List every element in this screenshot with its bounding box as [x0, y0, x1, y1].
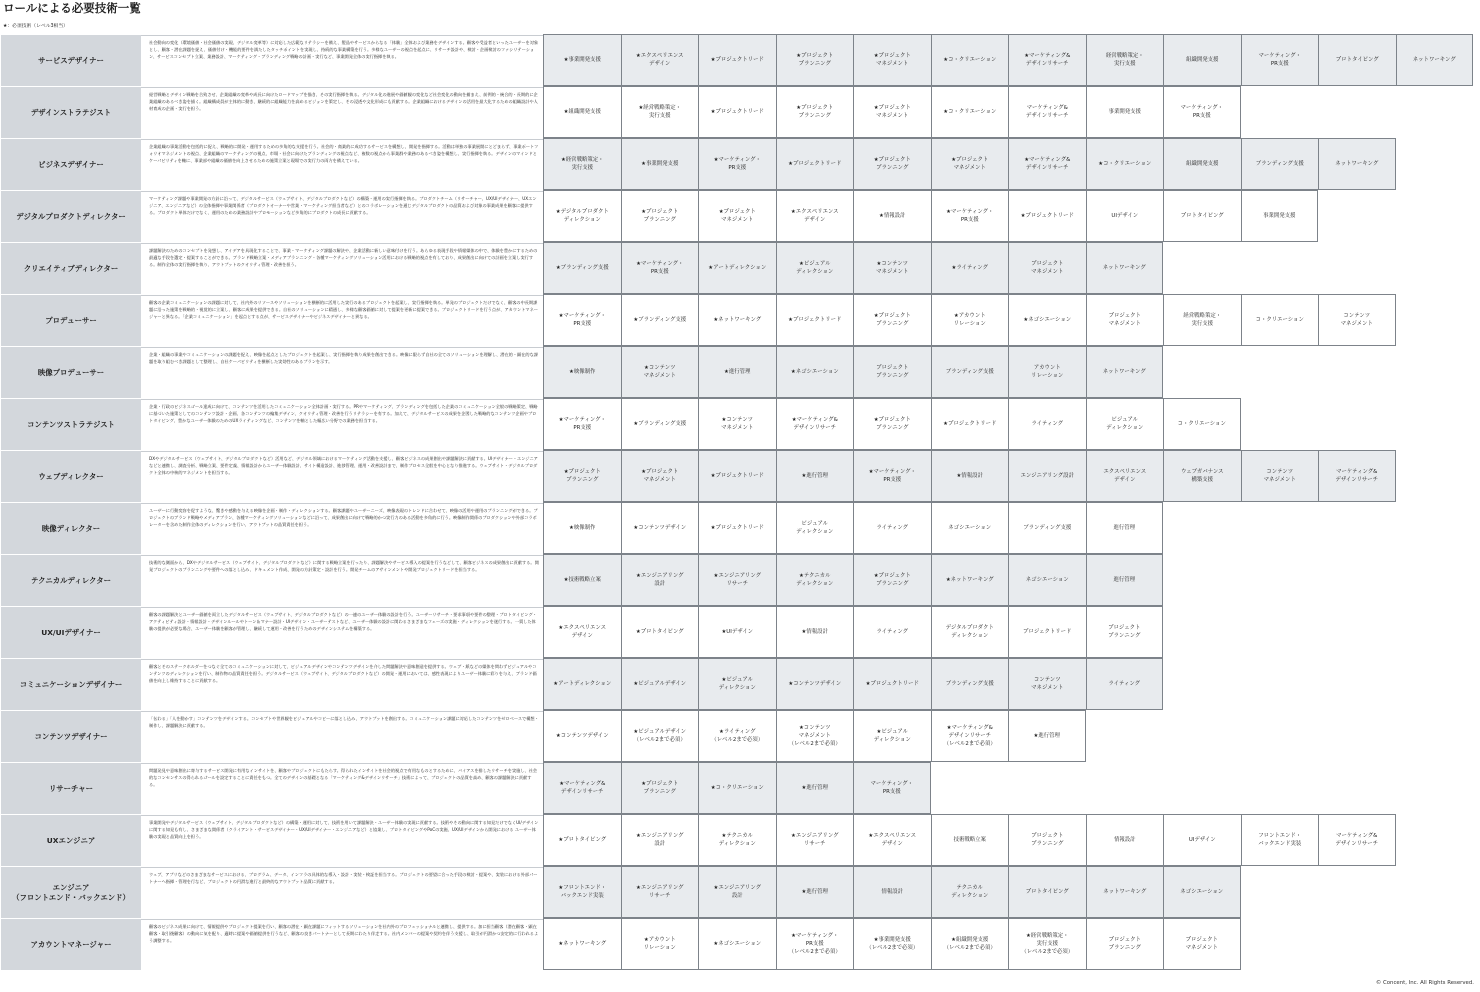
role-row [1, 814, 1480, 866]
required-skill-cell: ★映像制作 [543, 502, 621, 554]
role-description: 企業・組織の事業やコミュニケーションの課題を捉え、映像を起点としたプロジェクトを起案し、実行指揮を執り成果を創出できる。映像に限らず自社の全てのソリューションを理解し、潜在的・顕在的な課題を取り組むべき課題として整理し、自社ケーパビリティを横断した実効性のあるプランを示す。 [141, 347, 543, 398]
role-description: ユーザーに行動変容を促すような、驚きや感動を与える映像を企画・制作・ディレクションする。顧客課題やユーザーニーズ、映像表現のトレンドに合わせて、映像の活用や運用のプランニングができる。プロジェクトのブランド戦略やメディアプラン、各種マーケティングソリューションなどに沿って、成果創出に向けて戦略的かつ実行力のある活動を多角的に行う。映像制作関係のプロダクションや外部コラボレーターを含めた制作全体のディレクションを行い、アウトプットの品質責任を担う。 [141, 503, 543, 554]
skill-cell: ライティング [853, 606, 931, 658]
skill-cell: 事業開発支援 [1241, 190, 1319, 242]
required-skill-cell: ★アカウント リレーション [621, 918, 699, 970]
required-skill-cell: ★マーケティング& デザインリサーチ （レベル2まで必須） [931, 710, 1009, 762]
skill-cell: プロジェクトリード [1008, 606, 1086, 658]
required-skill-cell: ★進行管理 [776, 762, 854, 814]
required-skill-cell: ★エクスペリエンス デザイン [853, 814, 931, 866]
required-skill-cell: ★コ・クリエーション [1086, 138, 1164, 190]
skill-cell: デジタルプロダクト ディレクション [931, 606, 1009, 658]
role-name: コンテンツデザイナー [1, 711, 141, 762]
role-row [1, 450, 1480, 502]
required-skill-cell: ★マーケティング・ PR支援 [621, 242, 699, 294]
role-name: デジタルプロダクトディレクター [1, 191, 141, 242]
required-skill-cell: ★プロトタイピング [543, 814, 621, 866]
required-skill-cell: ★デジタルプロダクト ディレクション [543, 190, 621, 242]
role-row [1, 86, 1480, 138]
required-skill-cell: ★テクニカル ディレクション [698, 814, 776, 866]
role-description: 事業開発やデジタルサービス（ウェブサイト、デジタルプロダクトなど）の構築・運用に対して、技術を用いて課題解決・ユーザー体験の実現に貢献する。技術やその動向に関する知見だけでなくUI/デザインに関する知見も有し、さまざまな関係者（クライアント・サービスデザイナー・UX/UIデザイナー・エンジニアなど）と協業し、プロトタイピングやPoCの実施、UX/UIデザインから開発における ユーザー体験の実現と品質向上を担う。 [141, 815, 543, 866]
required-skill-cell: ★情報設計 [853, 190, 931, 242]
skill-cell: アカウント リレーション [1008, 346, 1086, 398]
required-skill-cell: ★プロジェクト プランニング [621, 190, 699, 242]
skill-cell: プロジェクト マネジメント [1008, 242, 1086, 294]
skill-cell: コンテンツ マネジメント [1241, 450, 1319, 502]
role-description: 顧客とそのステークホルダーをつなぐ全てのコミュニケーションに対して、ビジュアルデザインやコンテンツデザインを介した問題解決や意味創造を提供する。ウェブ・紙などの媒体を問わずビジュアルやコンテンツのディレクションを行い、制作物の品質責任を担う。デジタルサービス（ウェブサイト、デジタルプロダクトなど）の開発・運用においては、感性表現によりユーザー体験に彩りを与え、ブランド価値を向上し維持することに貢献する。 [141, 659, 543, 710]
skill-cell: プロジェクト プランニング [853, 346, 931, 398]
required-skill-cell: ★プロジェクトリード [931, 398, 1009, 450]
skill-cells [543, 658, 1163, 710]
skill-cell: ライティング [853, 502, 931, 554]
skill-cell: テクニカル ディレクション [931, 866, 1009, 918]
required-skill-cell: ★プロジェクトリード [698, 450, 776, 502]
required-skill-cell: ★コンテンツデザイン [621, 502, 699, 554]
role-name: UXエンジニア [1, 815, 141, 866]
skill-cell: プロジェクト プランニング [1086, 918, 1164, 970]
role-name: リサーチャー [1, 763, 141, 814]
role-name: エンジニア （フロントエンド・バックエンド） [1, 867, 141, 918]
role-name: ビジネスデザイナー [1, 139, 141, 190]
skill-cell: フロントエンド・ バックエンド実装 [1241, 814, 1319, 866]
skill-cell: ビジュアル ディレクション [776, 502, 854, 554]
required-skill-cell: ★エクスペリエンス デザイン [543, 606, 621, 658]
skill-cell: プロジェクト マネジメント [1163, 918, 1241, 970]
role-description: 企業組織の事業活動を包括的に捉え、戦略的に開発・運用するための多角的な支援を行う。社会的・商業的に成功するサービスを構想し、開発を指揮する。活動は単独の事業展開にとどまらず、事業ポートフォリオマネジメントの視点、企業組織のマーケティングの視点、市場・社会に向けたブランディングの視点など、複数の視点から事業群や業務のあるべき姿を構想し、実行指揮を執る。デザインのマインドとケーパビリティを軸に、事業部や組織の価値を向上させるための施策立案と現場での実行力の両方を備えている。 [141, 139, 543, 190]
required-skill-cell: ★エクスペリエンス デザイン [621, 34, 699, 86]
role-row [1, 502, 1480, 554]
role-row [1, 658, 1480, 710]
required-skill-cell: ★ブランディング支援 [621, 294, 699, 346]
skill-cell: ネットワーキング [1396, 34, 1474, 86]
skill-cell: マーケティング& デザインリサーチ [1318, 450, 1396, 502]
role-name: 映像プロデューサー [1, 347, 141, 398]
required-skill-cell: ★ビジュアルデザイン [621, 658, 699, 710]
skill-cell: 事業開発支援 [1086, 86, 1164, 138]
role-description: マーケティング課題や事業開発の方針に沿って、デジタルサービス（ウェブサイト、デジタルプロダクトなど）の構築・運用の実行指揮を執る。プロダクトチーム（リサーチャー、UX/UIデザイナー、UXエンジニア、エンジニアなど）の全体指揮や事業関係者（プロダクトオーナーや営業・マーケティング担当者など）とのコラボレーションを通じデジタルプロダクトの品質および対象の事業成果を顧客に提供する。プロダクト単体だけでなく、運用のための業務設計やプロモーションなど多角的にプロダクトの成長に貢献する。 [141, 191, 543, 242]
role-description: 社会動向の変化（環境価値・社会価値の実現、デジタル変革等）に対応した広範なリテラシーを備え、製品やサービスからなる「体験」全体および業務をデザインする。顧客や受益者といったユーザーを対象とし、顧客・潜在課題を捉え、価値付け・機能的要件を満たしたタッチポイントを実現し、持続的な事業構築を行う。多様なユーザーの視点を起点に、リサーチ設計や、検討・企画検討のファシリテーション、サービスコンセプト立案、業務設計、マーケティング・ブランディング戦略の計画・実行など、事業開発全体の実行指揮を執る。 [141, 35, 543, 86]
role-row [1, 918, 1480, 970]
required-skill-cell: ★マーケティング・ PR支援 （レベル2まで必須） [776, 918, 854, 970]
required-skill-cell: ★プロジェクト プランニング [853, 138, 931, 190]
required-skill-cell: ★プロジェクトリード [776, 138, 854, 190]
required-skill-cell: ★フロントエンド・ バックエンド実装 [543, 866, 621, 918]
role-row [1, 346, 1480, 398]
skill-cell: UIデザイン [1163, 814, 1241, 866]
role-description: ウェブ、アプリなどのさまざまなサービスにおける、プログラム、データ、インフラの具体的な導入・設計・実装・検証を担当する。プロジェクトの要望に合った手段の検討・提案や、実装における外部パートナーへ指揮・管理を行など、プロジェクトの円滑な進行と最終的なアウトプット品質に貢献する。 [141, 867, 543, 918]
required-skill-cell: ★コ・クリエーション [931, 34, 1009, 86]
required-skill-cell: ★プロジェクトリード [853, 658, 931, 710]
required-skill-cell: ★UIデザイン [698, 606, 776, 658]
required-skill-cell: ★ビジュアル ディレクション [698, 658, 776, 710]
required-skill-cell: ★ブランディング支援 [621, 398, 699, 450]
role-row [1, 606, 1480, 658]
required-skill-cell: ★プロジェクト プランニング [776, 34, 854, 86]
role-skill-table [1, 34, 1480, 970]
role-row [1, 138, 1480, 190]
required-skill-cell: ★プロトタイピング [621, 606, 699, 658]
required-skill-cell: ★組織開発支援 [543, 86, 621, 138]
copyright-notice: © Concent, Inc. All Rights Reserved. [1375, 980, 1474, 986]
required-skill-cell: ★ネットワーキング [543, 918, 621, 970]
required-skill-cell: ★コンテンツ マネジメント [853, 242, 931, 294]
skill-cells [543, 450, 1396, 502]
required-skill-cell: ★ネットワーキング [931, 554, 1009, 606]
required-skill-cell: ★プロジェクト プランニング [776, 86, 854, 138]
skill-cells [543, 762, 931, 814]
required-skill-cell: ★プロジェクトリード [698, 502, 776, 554]
skill-cells [543, 918, 1241, 970]
required-skill-cell: ★エンジニアリング 設計 [621, 814, 699, 866]
required-skill-cell: ★プロジェクト プランニング [853, 294, 931, 346]
skill-cell: マーケティング・ PR支援 [853, 762, 931, 814]
legend-note: ★：必須技術（レベル3相当） [3, 24, 68, 29]
skill-cells [543, 866, 1241, 918]
role-description: 顧客のビジネス成果に向けて、情報提供やプロジェクト提案を行い、顧客の潜在・顕在課題にフィットするソリューションを社内外のプロフェッショナルと連携し、提供する。加に担当顧客（潜在顧客・顕在顧客・取引後顧客）の動向に気を配り、適時に提案や価値提供を行うなど、顧客の良きパートナーとして長期にわたり伴走する。社内メンバーの提案や契約を伴う支援し、取引が円滑かつ安定的に行われるよう調整する。 [141, 919, 543, 970]
role-description: 課題解決のためのコンセプトを発想し、アイデアを具現化することで、事業・マーケティング課題の解決や、企業活動に新しい意味付けを行う。あらゆる表現手段や情報媒体の中で、体験を豊かにするための最適な手段を選定・提案することができる。ブランド戦略立案・メディアプランニング・各種マーケティングソリューション活用における戦略的視点を有しており、成果創出に向けての計画を立案し実行する。制作全体の実行指揮を執り、アウトプットのクオリティ管理・改善を担う。 [141, 243, 543, 294]
role-row [1, 762, 1480, 814]
required-skill-cell: ★ビジュアル ディレクション [776, 242, 854, 294]
skill-cell: 情報設計 [853, 866, 931, 918]
skill-cells [543, 294, 1396, 346]
required-skill-cell: ★プロジェクト マネジメント [621, 450, 699, 502]
role-description: DXやデジタルサービス（ウェブサイト、デジタルプロダクトなど）活用など、デジタル領域におけるマーケティング活動を支援し、顧客ビジネスの成果創出や課題解決に貢献する。UIデザイナー・エンジニアなどと連携し、調査分析、戦略立案、要件定義、情報設計からユーザー体験設計、サイト構造設計、進捗管理、運用・改善設計まで、制作プロセス全般を中心となり推進する。ウェブサイト・デジタルプロダクト全体の中核的マネジメントを担当する。 [141, 451, 543, 502]
required-skill-cell: ★技術戦略立案 [543, 554, 621, 606]
role-description: 顧客の課題解決とユーザー価値を両立したデジタルサービス（ウェブサイト、デジタルプロダクトなど）の一連のユーザー体験の設計を行う。ユーザーリサーチ・要求事項や要件の整理・プロトタイピング・アクティビティ設計・情報設計・デザインルールやトーン＆マナー設計・UIデザイン・ユーザーテストなど、ユーザー体験の設計に関わるさまざまなフェーズの実施・ディレクションを遂行する。一貫した体験の提供が必要な場合、ユーザー体験を顧客が管理し、継続して運用・改善を行うためのデザインシステムを構築する。 [141, 607, 543, 658]
required-skill-cell: ★エンジニアリング リサーチ [776, 814, 854, 866]
required-skill-cell: ★エンジニアリング リサーチ [698, 554, 776, 606]
required-skill-cell: ★エンジニアリング 設計 [621, 554, 699, 606]
skill-cells [543, 86, 1241, 138]
role-name: コンテンツストラテジスト [1, 399, 141, 450]
required-skill-cell: ★ネットワーキング [698, 294, 776, 346]
role-description: 技術的な側面から、DXやデジタルサービス（ウェブサイト、デジタルプロダクトなど）に関する戦略立案を行ったり、課題解決やサービス導入の提案を行うなどして、顧客ビジネスの成果創出に貢献する。開発プロジェクトのプランニングや要件への落とし込み、ドキュメント作成、開発の方針策定・設計を行う。開発チームのアサインメントや開発プロジェクトリードを担当する。 [141, 555, 543, 606]
role-description: 経営戦略とデザイン戦略を合致させ、企業組織の変革や成長に向けたロードマップを描き、その実行指揮を執る。デジタル化の進展や価値観の変化など社会変化の動向を捕まえ、前例的・統合的・長期的に企業組織のあるべき姿を描く。組織構成員が主体的に動き、継続的に組織能力を高めるビジョンを策定し、その浸透や文化形成にも貢献する。企業組織におけるデザインの活用を最大化するための組織設計や人材育成の企画・実行を担う。 [141, 87, 543, 138]
skill-cell: ブランディング支援 [1008, 502, 1086, 554]
required-skill-cell: ★マーケティング& デザインリサーチ [776, 398, 854, 450]
required-skill-cell: ★アートディレクション [543, 658, 621, 710]
role-name: プロデューサー [1, 295, 141, 346]
required-skill-cell: ★事業開発支援 [621, 138, 699, 190]
role-description: 「伝わる」「人を動かす」コンテンツをデザインする。コンセプトや世界観をビジュアルやコピーに落とし込み、アウトプットを創出する。コミュニケーション課題に対応したコンテンツをゼロベースで構想・制作し、課題解決に貢献する。 [141, 711, 543, 762]
skill-cell: マーケティング・ PR支援 [1241, 34, 1319, 86]
required-skill-cell: ★マーケティング& デザインリサーチ [543, 762, 621, 814]
required-skill-cell: ★プロジェクト マネジメント [853, 34, 931, 86]
role-description: 顧客の企業コミュニケーションの課題に対して、社内外のリソースやソリューションを横断的に活用した実行のあるプロジェクトを起案し、実行指揮を執る。単発のプロジェクトだけでなく、顧客の中長期課題に沿った施策を戦略的・視覚的に立案し、顧客に成果を提供できる。自社のソリューションに精通し、多様な顧客価値に対して提案を更新に提案できる。プロジェクトリードを行う点が、アカウントマネージャーと異なる。「企業コミュニケーション」を起点とする点が、サービスデザイナーやビジネスデザイナーと異なる。 [141, 295, 543, 346]
skill-cell: ブランディング支援 [931, 346, 1009, 398]
skill-cell: プロトタイピング [1318, 34, 1396, 86]
required-skill-cell: ★コンテンツ マネジメント [621, 346, 699, 398]
role-description: 企業・行政のビジネスゴール達成に向けて、コンテンツを活用したコミュニケーション全体計画・実行する。PRやマーケティング、ブランディングを包括した企業のコミュニケーション全般の戦略策定、戦略に基づいた施策としてのコンテンツ設計・企画、各コンテンツの編集デザイン、クオリティ管理・改善を行うリテラシーを有する。加えて、デジタルサービスの成果を企図した戦略的なコンテンツ企画やプロトタイピング、豊かなユーザー体験のためのUXライティングなど、コンテンツを軸とした幅広い分野での業務を担当する。 [141, 399, 543, 450]
role-row [1, 242, 1480, 294]
required-skill-cell: ★進行管理 [776, 450, 854, 502]
required-skill-cell: ★プロジェクトリード [1008, 190, 1086, 242]
skill-cell: 経営戦略策定・ 実行支援 [1163, 294, 1241, 346]
skill-cell: ブランディング支援 [931, 658, 1009, 710]
skill-cell: ネットワーキング [1086, 346, 1164, 398]
required-skill-cell: ★プロジェクトリード [698, 86, 776, 138]
required-skill-cell: ★プロジェクト マネジメント [853, 86, 931, 138]
required-skill-cell: ★エンジニアリング リサーチ [621, 866, 699, 918]
skill-cells [543, 34, 1473, 86]
role-row [1, 710, 1480, 762]
skill-cell: プロジェクト プランニング [1008, 814, 1086, 866]
role-name: クリエイティブディレクター [1, 243, 141, 294]
required-skill-cell: ★エクスペリエンス デザイン [776, 190, 854, 242]
role-description: 問題発見や意味創出に寄与するサービス開発に有用なインサイトを、顧客やプロジェクトにもたらす。得られたインサイトを社会的視点で有用なものとするために、バイアスを排したリサーチを実施し、社会的なコンセンサスの得られるゴールを設定することに責任をもつ。全てのデザインの基礎となる「マーケティング&デザインリサーチ」技術によって、プロジェクトの品質を高め、顧客の課題解決に貢献する。 [141, 763, 543, 814]
required-skill-cell: ★事業開発支援 [543, 34, 621, 86]
required-skill-cell: ★プロジェクト プランニング [621, 762, 699, 814]
role-name: コミュニケーションデザイナー [1, 659, 141, 710]
required-skill-cell: ★プロジェクトリード [698, 34, 776, 86]
required-skill-cell: ★情報設計 [776, 606, 854, 658]
skill-cell: 進行管理 [1086, 502, 1164, 554]
required-skill-cell: ★情報設計 [931, 450, 1009, 502]
skill-cell: プロトタイピング [1008, 866, 1086, 918]
skill-cells [543, 242, 1163, 294]
skill-cell: プロジェクト プランニング [1086, 606, 1164, 658]
required-skill-cell: ★ネゴシエーション [698, 918, 776, 970]
role-row [1, 190, 1480, 242]
skill-cells [543, 346, 1163, 398]
required-skill-cell: ★マーケティング・ PR支援 [543, 294, 621, 346]
page-title: ロールによる必要技術一覧 [3, 1, 141, 15]
skill-cell: 進行管理 [1086, 554, 1164, 606]
required-skill-cell: ★コンテンツデザイン [776, 658, 854, 710]
required-skill-cell: ★マーケティング& デザインリサーチ [1008, 34, 1086, 86]
skill-cell: コ・クリエーション [1163, 398, 1241, 450]
skill-cell: ネゴシエーション [1163, 866, 1241, 918]
required-skill-cell: ★ライティング （レベル2まで必須） [698, 710, 776, 762]
required-skill-cell: ★進行管理 [698, 346, 776, 398]
required-skill-cell: ★経営戦略策定・ 実行支援 [543, 138, 621, 190]
skill-cells [543, 138, 1396, 190]
required-skill-cell: ★アカウント リレーション [931, 294, 1009, 346]
skill-cells [543, 606, 1163, 658]
required-skill-cell: ★プロジェクト プランニング [853, 398, 931, 450]
skill-cell: マーケティング& デザインリサーチ [1008, 86, 1086, 138]
skill-cell: エンジニアリング設計 [1008, 450, 1086, 502]
role-name: アカウントマネージャー [1, 919, 141, 970]
required-skill-cell: ★プロジェクト プランニング [543, 450, 621, 502]
required-skill-cell: ★ビジュアルデザイン （レベル2まで必須） [621, 710, 699, 762]
required-skill-cell: ★事業開発支援 （レベル2まで必須） [853, 918, 931, 970]
required-skill-cell: ★マーケティング・ PR支援 [543, 398, 621, 450]
skill-cell: ネゴシエーション [931, 502, 1009, 554]
role-name: 映像ディレクター [1, 503, 141, 554]
role-row [1, 398, 1480, 450]
required-skill-cell: ★組織開発支援 （レベル2まで必須） [931, 918, 1009, 970]
role-row [1, 866, 1480, 918]
required-skill-cell: ★コ・クリエーション [931, 86, 1009, 138]
skill-cell: プロジェクト マネジメント [1086, 294, 1164, 346]
required-skill-cell: ★コ・クリエーション [698, 762, 776, 814]
skill-cell: UIデザイン [1086, 190, 1164, 242]
required-skill-cell: ★ネゴシエーション [776, 346, 854, 398]
skill-cell: ネットワーキング [1318, 138, 1396, 190]
role-row [1, 294, 1480, 346]
skill-cell: ネットワーキング [1086, 866, 1164, 918]
skill-cell: 技術戦略立案 [931, 814, 1009, 866]
skill-cell: マーケティング・ PR支援 [1163, 86, 1241, 138]
skill-cell: ライティング [1008, 398, 1086, 450]
required-skill-cell: ★プロジェクト マネジメント [931, 138, 1009, 190]
required-skill-cell: ★マーケティング・ PR支援 [853, 450, 931, 502]
required-skill-cell: ★ネゴシエーション [1008, 294, 1086, 346]
skill-cell: エクスペリエンス デザイン [1086, 450, 1164, 502]
required-skill-cell: ★マーケティング・ PR支援 [931, 190, 1009, 242]
skill-cells [543, 814, 1396, 866]
skill-cells [543, 710, 1086, 762]
skill-cell: ネットワーキング [1086, 242, 1164, 294]
required-skill-cell: ★コンテンツ マネジメント [698, 398, 776, 450]
skill-cells [543, 554, 1163, 606]
skill-cell: コンテンツ マネジメント [1318, 294, 1396, 346]
skill-cell: 組織開発支援 [1163, 34, 1241, 86]
skill-cell: ビジュアル ディレクション [1086, 398, 1164, 450]
skill-cell: 組織開発支援 [1163, 138, 1241, 190]
required-skill-cell: ★プロジェクトリード [776, 294, 854, 346]
required-skill-cell: ★コンテンツ マネジメント （レベル2まで必須） [776, 710, 854, 762]
required-skill-cell: ★コンテンツデザイン [543, 710, 621, 762]
role-name: デザインストラテジスト [1, 87, 141, 138]
required-skill-cell: ★テクニカル ディレクション [776, 554, 854, 606]
role-row [1, 554, 1480, 606]
skill-cell: コンテンツ マネジメント [1008, 658, 1086, 710]
skill-cell: ブランディング支援 [1241, 138, 1319, 190]
skill-cell: ライティング [1086, 658, 1164, 710]
skill-cell: コ・クリエーション [1241, 294, 1319, 346]
skill-cell: 経営戦略策定・ 実行支援 [1086, 34, 1164, 86]
required-skill-cell: ★経営戦略策定・ 実行支援 （レベル2まで必須） [1008, 918, 1086, 970]
role-row [1, 34, 1480, 86]
required-skill-cell: ★経営戦略策定・ 実行支援 [621, 86, 699, 138]
required-skill-cell: ★ビジュアル ディレクション [853, 710, 931, 762]
role-name: テクニカルディレクター [1, 555, 141, 606]
required-skill-cell: ★マーケティング・ PR支援 [698, 138, 776, 190]
skill-cells [543, 502, 1163, 554]
required-skill-cell: ★マーケティング& デザインリサーチ [1008, 138, 1086, 190]
skill-cells [543, 190, 1318, 242]
required-skill-cell: ★プロジェクト マネジメント [698, 190, 776, 242]
skill-cells [543, 398, 1241, 450]
skill-cell: マーケティング& デザインリサーチ [1318, 814, 1396, 866]
required-skill-cell: ★ライティング [931, 242, 1009, 294]
required-skill-cell: ★進行管理 [1008, 710, 1086, 762]
role-name: サービスデザイナー [1, 35, 141, 86]
skill-cell: ウェブガバナンス 構築支援 [1163, 450, 1241, 502]
skill-cell: 情報設計 [1086, 814, 1164, 866]
required-skill-cell: ★アートディレクション [698, 242, 776, 294]
required-skill-cell: ★映像制作 [543, 346, 621, 398]
required-skill-cell: ★ブランディング支援 [543, 242, 621, 294]
required-skill-cell: ★進行管理 [776, 866, 854, 918]
role-name: ウェブディレクター [1, 451, 141, 502]
required-skill-cell: ★プロジェクト プランニング [853, 554, 931, 606]
skill-cell: プロトタイピング [1163, 190, 1241, 242]
role-name: UX/UIデザイナー [1, 607, 141, 658]
required-skill-cell: ★エンジニアリング 設計 [698, 866, 776, 918]
skill-cell: ネゴシエーション [1008, 554, 1086, 606]
